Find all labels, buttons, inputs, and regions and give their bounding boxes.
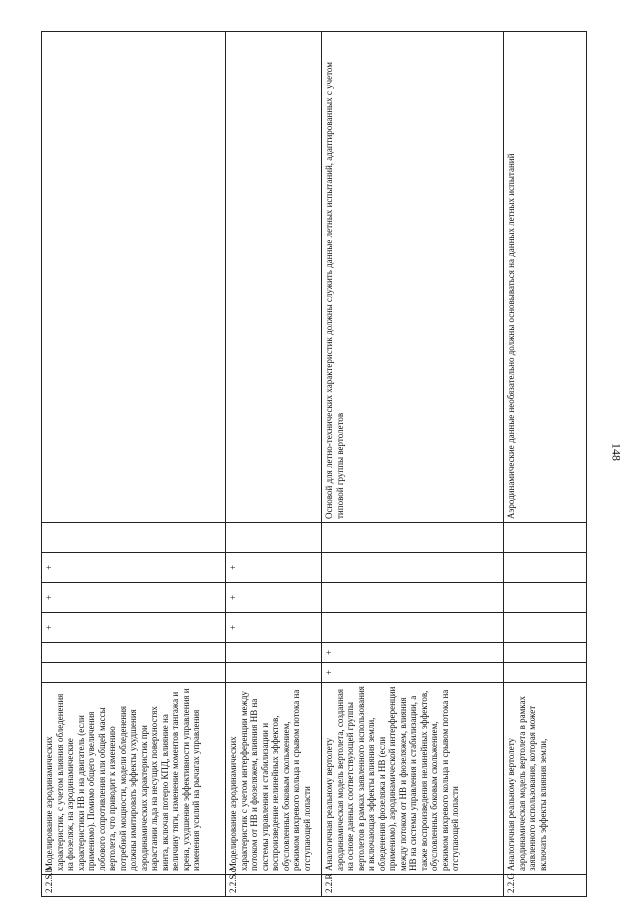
row-note [226, 32, 322, 523]
row-description: Моделирование аэродинамических характеристик с учетом интерференции между потоком от НВ и фюзеляжем, влияния НВ на системы управления и стабилизации и воспроизведение нелинейных эффектов, обусловленных боковым скольжением, режимом вихревого кольца и срывом потока на отступающей лопасти [226, 683, 322, 875]
row-code: 2.2.S.c [226, 875, 322, 897]
row-mark [42, 523, 226, 553]
row-mark [322, 613, 504, 643]
row-mark [504, 583, 587, 613]
row-mark [504, 643, 587, 663]
requirements-table [41, 31, 587, 897]
row-mark: + [42, 583, 226, 613]
table-row [226, 32, 322, 897]
row-code: 2.2.S.b [42, 875, 226, 897]
table-row [322, 32, 504, 897]
row-mark [42, 663, 226, 683]
row-mark [322, 523, 504, 553]
row-mark: + [226, 553, 322, 583]
row-mark: + [42, 613, 226, 643]
table-row [504, 32, 587, 897]
row-description: Аналогичная реальному вертолету аэродинамическая модель вертолета, созданная на основе данных соответствующей группы вертолетов в рамках заявленного использования и включающая эффекты влияния земли, обледенения фюзеляжа и НВ (если применимо), аэродинамической интерференции между потоком от НВ и фюзеляжем, влияния НВ на системы управления и стабилизации, а также воспроизведения нелинейных эффектов, обусловленных боковым скольжением, режимом вихревого кольца и срывом потока на отступающей лопасти [322, 683, 504, 875]
row-mark: + [226, 613, 322, 643]
row-mark [226, 523, 322, 553]
row-mark [504, 523, 587, 553]
row-mark: + [322, 663, 504, 683]
row-mark [322, 583, 504, 613]
row-mark [322, 553, 504, 583]
row-mark: + [42, 553, 226, 583]
row-mark: + [226, 583, 322, 613]
row-note: Аэродинамические данные необязательно должны основываться на данных летных испытаний [504, 32, 587, 523]
row-description: Аналогичная реальному вертолету аэродинамическая модель вертолета в рамках заявленного использования, которая может включать эффекты влияния земли, [504, 683, 587, 875]
row-mark [226, 663, 322, 683]
row-mark [504, 663, 587, 683]
row-code: 2.2.R [322, 875, 504, 897]
row-mark [226, 643, 322, 663]
row-mark [504, 553, 587, 583]
row-description: Моделирование аэродинамических характеристик, с учетом влияния обледенения на фюзеляж, на аэродинамические характеристики НВ и на двигатель (если применимо). Помимо общего увеличения лобового сопротивления или общей массы вертолета, что приводит к изменению потребной мощности, модели обледенения должны имитировать эффекты ухудшения аэродинамических характеристик при нарастании льда на несущих поверхностях винта, включая потерю КПД, влияние на величину тяги, изменение моментов тангажа и крена, ухудшение эффективности управления и изменения усилий на рычагах управления [42, 683, 226, 875]
row-note: Основой для летно-технических характеристик должны служить данные летных испытаний, адаптированных с учетом типовой группы вертолетов [322, 32, 504, 523]
table-row [42, 32, 226, 897]
page-number: 148 [609, 443, 624, 461]
row-code: 2.2.G [504, 875, 587, 897]
row-mark [42, 643, 226, 663]
row-note [42, 32, 226, 523]
row-mark [504, 613, 587, 643]
row-mark: + [322, 643, 504, 663]
